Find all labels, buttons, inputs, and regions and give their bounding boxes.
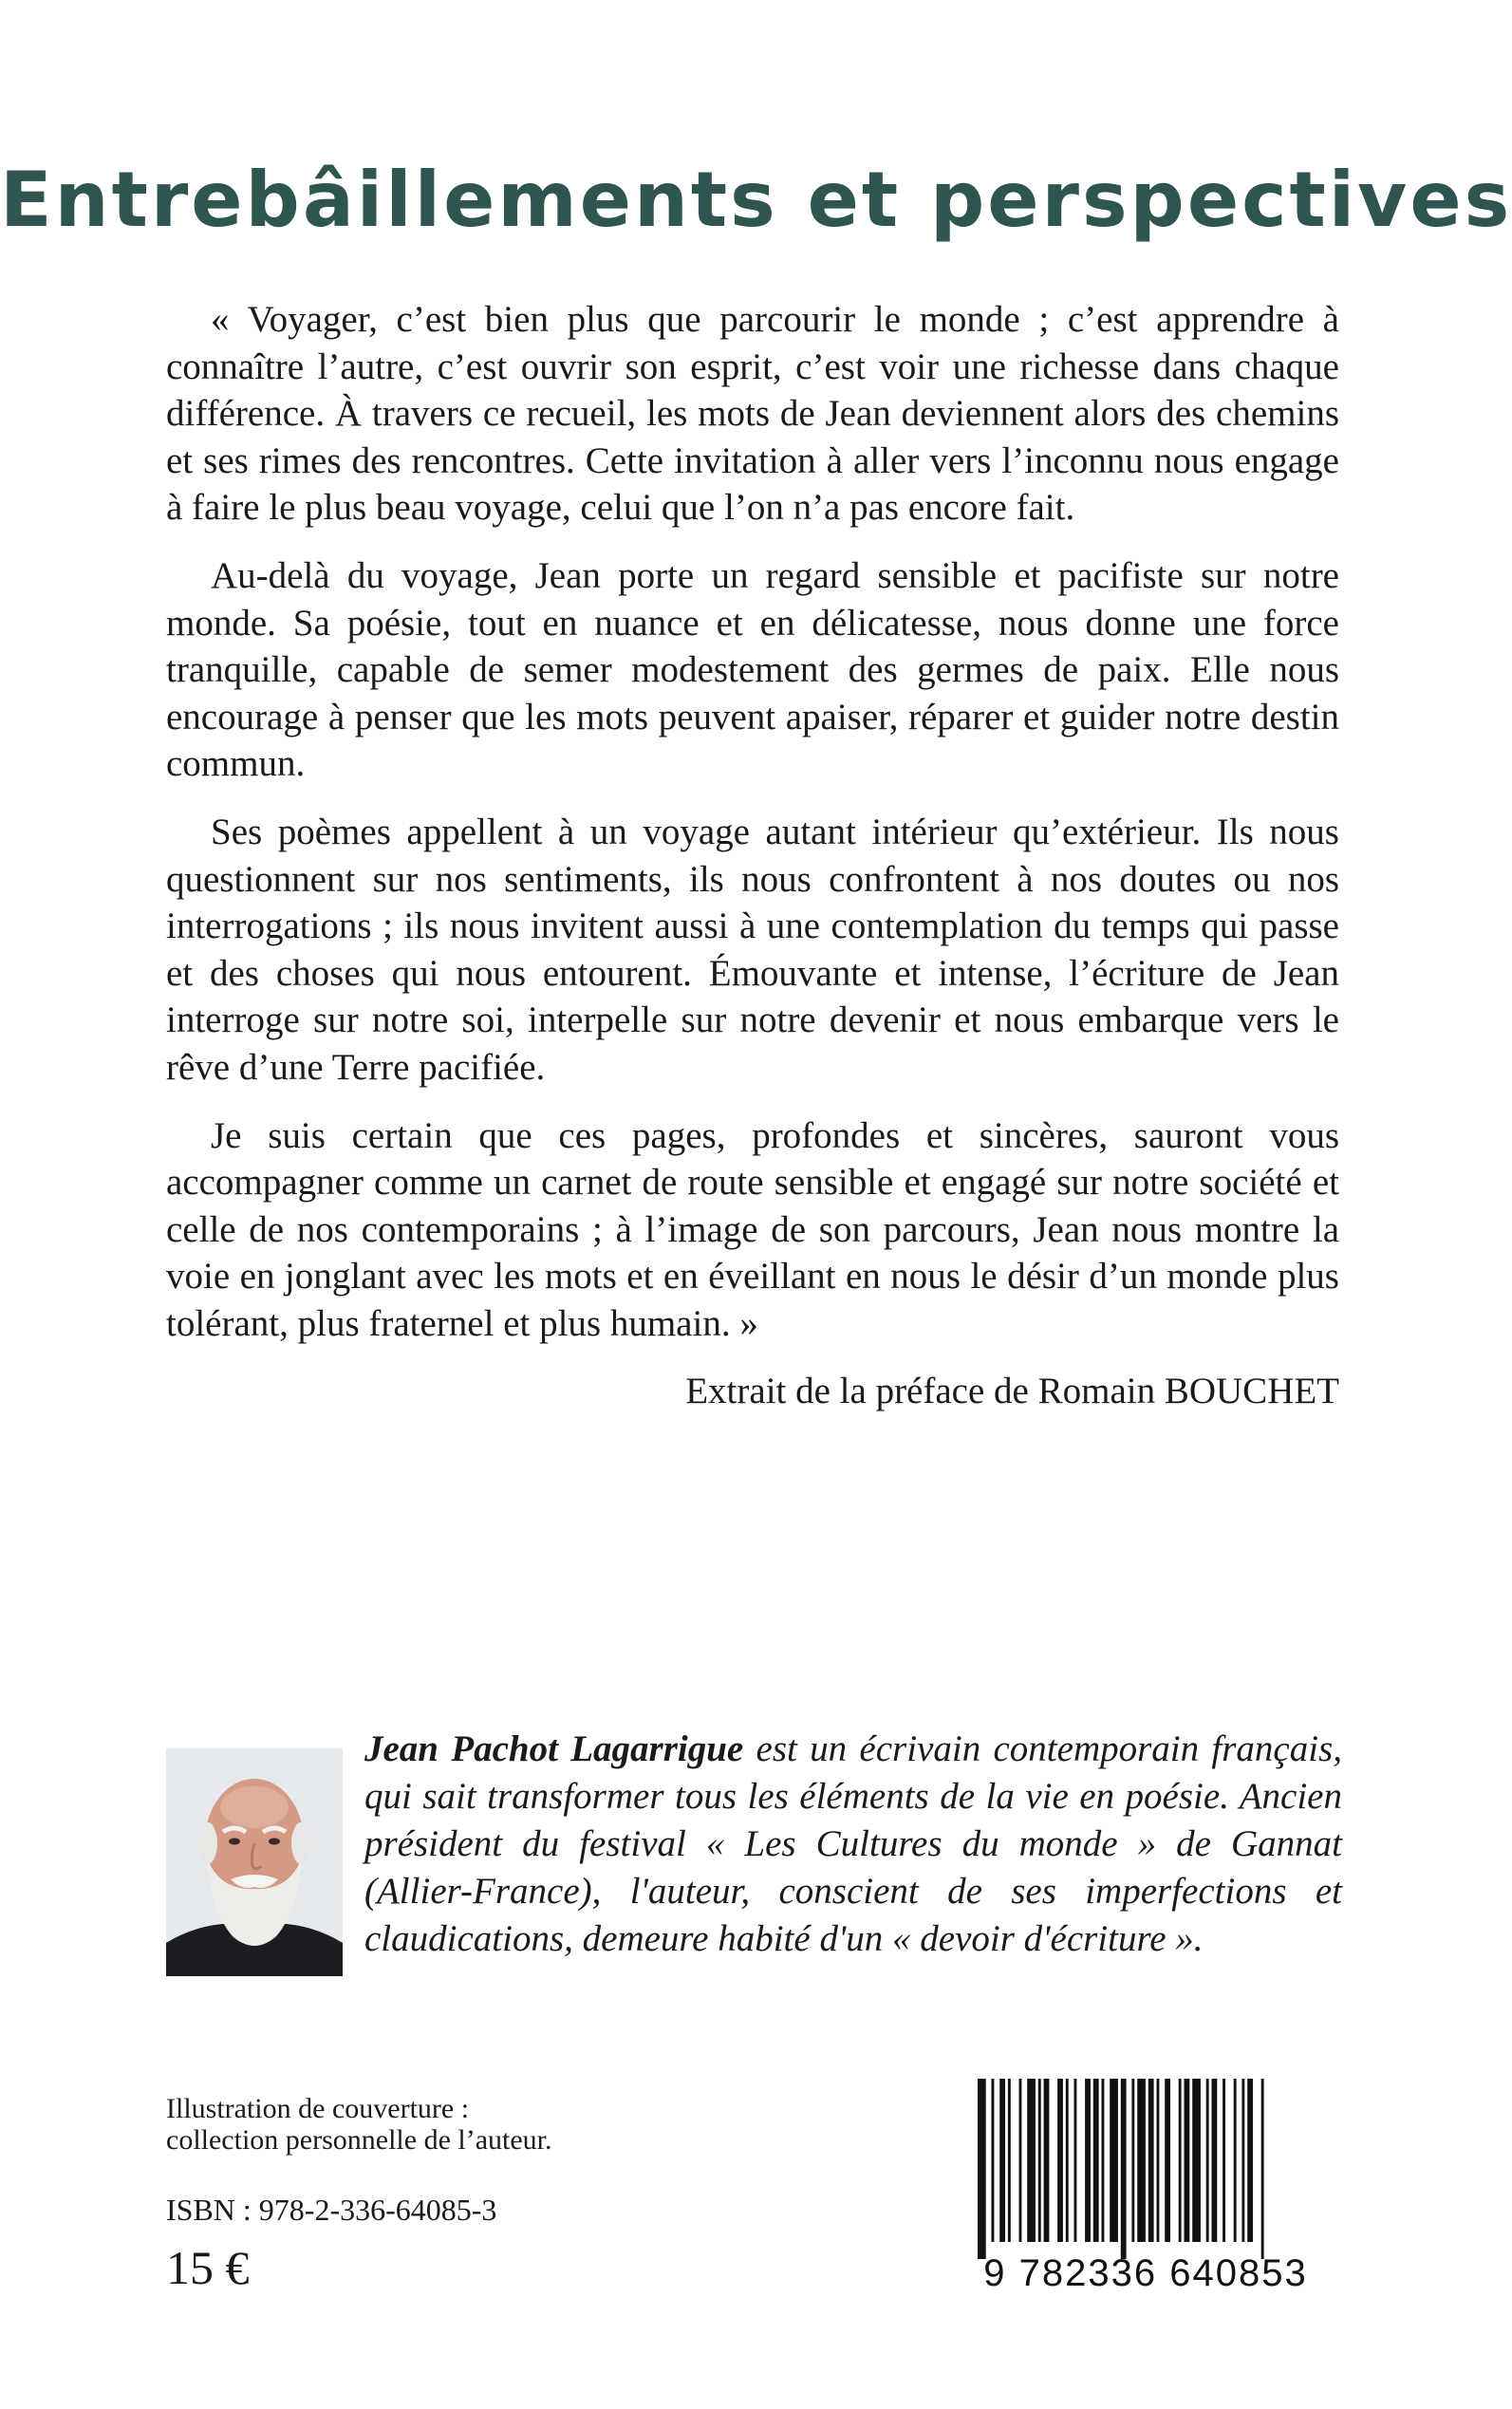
barcode-bar: [1093, 2079, 1099, 2242]
barcode-bar: [1223, 2079, 1225, 2242]
barcode-bar: [1261, 2079, 1264, 2259]
barcode-bar: [1074, 2079, 1077, 2242]
isbn: ISBN : 978-2-336-64085-3: [166, 2193, 497, 2227]
barcode-digits: 9 782336 640853: [983, 2252, 1308, 2292]
preface-paragraph: « Voyager, c’est bien plus que parcourir le monde ; c’est apprendre à connaître l’autre, c’est ouvrir son esprit, c’est voir une richesse dans chaque différence. À travers ce recueil, les mots de Jean deviennent alors des chemins et ses rimes des rencontres. Cette invitation à aller vers l’inconnu nous engage à faire le plus beau voyage, celui que l’on n’a pas encore fait.: [166, 299, 1339, 529]
barcode-bar: [992, 2079, 995, 2242]
credits-line: collection personnelle de l’auteur.: [166, 2124, 552, 2156]
preface-paragraph: Au-delà du voyage, Jean porte un regard sensible et pacifiste sur notre monde. Sa poésie, tout en nuance et en délicatesse, nous donne une force tranquille, capable de semer modestement des germes de paix. Elle nous encourage à penser que les mots peuvent apaiser, réparer et guider notre destin commun.: [166, 554, 1339, 785]
preface-excerpt: [166, 296, 1339, 1436]
barcode-bar: [1212, 2079, 1218, 2242]
barcode-bar: [1044, 2079, 1050, 2242]
author-bio-text: est un écrivain contemporain français, qui sait transformer tous les éléments de la vie en poésie. Ancien président du festival « Les Cultures du monde » de Gannat (Allier-France), l'auteur, conscient de ses imperfections et claudications, demeure habité d'un « devoir d'écriture ».: [364, 1728, 1342, 1959]
barcode-bar: [1038, 2079, 1041, 2242]
barcode-bars-icon: [978, 2079, 1264, 2259]
author-name: Jean Pachot Lagarrigue: [364, 1728, 744, 1769]
barcode-bar: [1185, 2079, 1190, 2242]
barcode-bar: [1131, 2079, 1134, 2242]
barcode-bar: [1008, 2079, 1011, 2242]
barcode-bar: [978, 2079, 986, 2259]
barcode-bar: [1165, 2079, 1170, 2242]
preface-signature: Extrait de la préface de Romain BOUCHET: [685, 1371, 1339, 1412]
barcode-bar: [1057, 2079, 1063, 2242]
barcode-bar: [1019, 2079, 1022, 2242]
barcode-bar: [1121, 2079, 1127, 2259]
credits-line: Illustration de couverture :: [166, 2093, 470, 2124]
barcode-bar: [1148, 2079, 1154, 2242]
barcode-bar: [1241, 2079, 1244, 2242]
book-title: Entrebâillements et perspectives: [0, 155, 1512, 244]
barcode-bar: [1179, 2079, 1182, 2242]
barcode-bar: [999, 2079, 1005, 2242]
preface-paragraph: Ses poèmes appellent à un voyage autant intérieur qu’extérieur. Ils nous questionnent sur nos sentiments, ils nous confrontent à nos doutes ou nos interrogations ; ils nous invitent aussi à une contemplation du temps qui passe et des choses qui nous entourent. Émouvante et intense, l’écriture de Jean interroge sur notre soi, interpelle sur notre devenir et nous embarque vers le rêve d’une Terre pacifiée.: [166, 811, 1339, 1088]
barcode-bar: [1137, 2079, 1146, 2242]
author-photo: [166, 1748, 343, 1976]
author-bio: [364, 1726, 1342, 1963]
price: 15 €: [166, 2241, 250, 2294]
barcode-bar: [1085, 2079, 1091, 2242]
barcode-bar: [1102, 2079, 1105, 2242]
barcode-bar: [1234, 2079, 1237, 2242]
barcode: [949, 2079, 1343, 2292]
preface-paragraph: Je suis certain que ces pages, profondes et sincères, sauront vous accompagner comme un carnet de route sensible et engagé sur notre société et celle de nos contemporains ; à l’image de son parcours, Jean nous montre la voie en jonglant avec les mots et en éveillant en nous le désir d’un monde plus tolérant, plus fraternel et plus humain. »: [166, 1114, 1339, 1344]
author-portrait-icon: [166, 1748, 343, 1976]
barcode-bar: [1066, 2079, 1069, 2242]
barcode-bar: [1206, 2079, 1209, 2242]
barcode-bar: [1110, 2079, 1118, 2242]
barcode-bar: [1192, 2079, 1201, 2242]
cover-credits: [166, 2093, 552, 2156]
barcode-bar: [1157, 2079, 1160, 2242]
barcode-bar: [1027, 2079, 1036, 2242]
barcode-bar: [1247, 2079, 1253, 2242]
